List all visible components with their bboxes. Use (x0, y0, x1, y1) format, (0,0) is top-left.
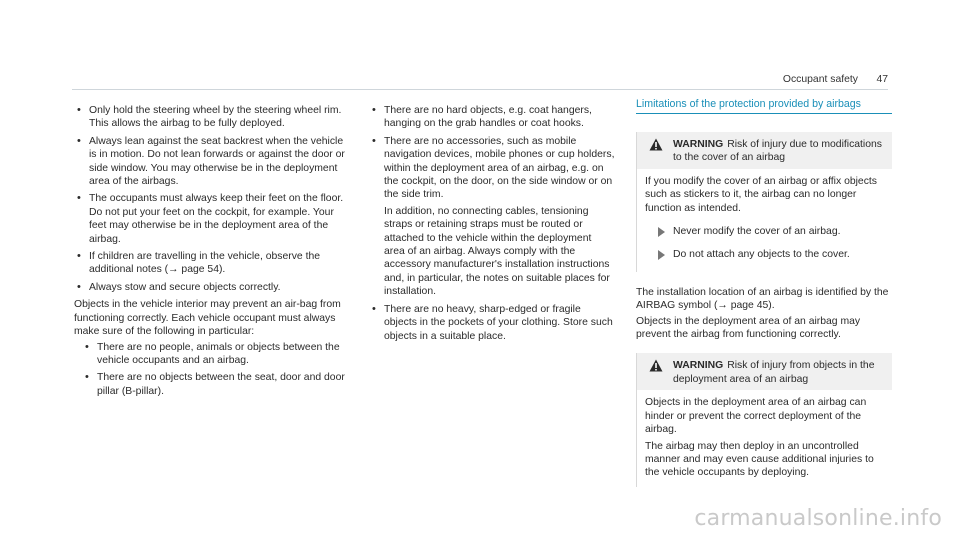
list-item: • There are no heavy, sharp-edged or fragile objects in the pockets of your clothing. Store such objects in a suitable place. (372, 302, 613, 342)
page-header (72, 69, 888, 90)
action-item: Do not attach any objects to the cover. (645, 248, 884, 261)
list-item: • The occupants must always keep their feet on the floor. Do not put your feet on the cockpit, for example. Your feet may otherwise be in the deployment area of the airbag. (77, 192, 344, 245)
page-number: 47 (876, 74, 888, 85)
warning-text: Objects in the deployment area of an airbag can hinder or prevent the correct deployment of the airbag. (645, 397, 867, 436)
arrow-icon (658, 227, 665, 237)
column-right (636, 98, 892, 497)
list-item: • Only hold the steering wheel by the steering wheel rim. This allows the airbag to be fully deployed. (77, 104, 342, 130)
header-title: Occupant safety (782, 74, 858, 85)
action-item: Never modify the cover of an airbag. (645, 225, 884, 238)
warning-body (637, 169, 892, 272)
bullet-list (369, 104, 615, 343)
paragraph: In addition, no connecting cables, tensioning straps or retaining straps must be routed or attached to the vehicle within the deployment area of an airbag. Always comply with the accessory manufacturer's installation instructions and, in particular, the notes on suitable places for installation. (384, 205, 610, 298)
warning-icon (649, 138, 663, 151)
list-item: • There are no hard objects, e.g. coat hangers, hanging on the grab handles or coat hooks. (372, 104, 592, 130)
warning-title: Risk of injury from objects in the deployment area of an airbag (673, 360, 875, 385)
warning-text: If you modify the cover of an airbag or affix objects such as stickers to it, the airbag can no longer function as intended. (645, 175, 877, 214)
warning-body (637, 390, 892, 486)
warning-header (637, 353, 892, 390)
warning-label: WARNING (673, 360, 724, 372)
column-left (74, 104, 352, 402)
warning-icon (649, 359, 663, 372)
paragraph: Objects in the vehicle interior may prevent an air-bag from functioning correctly. Each vehicle occupant must always make sure of the following in particular: (74, 299, 341, 338)
arrow-icon (658, 250, 665, 260)
list-item: • Always stow and secure objects correctly. (77, 280, 281, 293)
warning-title: Risk of injury due to modifications to the cover of an airbag (673, 139, 882, 164)
paragraph: The installation location of an airbag is identified by the AIRBAG symbol (→ page 45). (636, 286, 889, 312)
section-title: Limitations of the protection provided by airbags (636, 98, 892, 114)
paragraph: Objects in the deployment area of an airbag may prevent the airbag from functioning correctly. (636, 315, 861, 341)
list-item: • There are no people, animals or objects between the vehicle occupants and an airbag. (85, 340, 340, 366)
bullet-list (74, 104, 352, 294)
warning-label: WARNING (673, 139, 724, 150)
warning-header (637, 132, 892, 169)
watermark: carmanualsonline.info (694, 505, 942, 531)
list-item: • Always lean against the seat backrest when the vehicle is in motion. Do not lean forwards or against the door or side window. You may otherwise be in the deployment area of the airbags. (77, 134, 345, 188)
warning-box (636, 132, 892, 272)
list-item: • There are no accessories, such as mobile navigation devices, mobile phones or cup holders, within the deployment area of an airbag, e.g. on the cockpit, on the door, on the side window or on the side trim. In addition, no connecting cables, tensioning straps or retaining straps must be routed or attached to the vehicle within the deployment area of an airbag. Always comply with the accessory manufacturer's installation instructions and, in particular, the notes on suitable places for installation. (372, 134, 615, 298)
list-item: • If children are travelling in the vehicle, observe the additional notes (→ page 54). (77, 250, 321, 276)
warning-text: The airbag may then deploy in an uncontrolled manner and may even cause additional injuries to the vehicle occupants by deploying. (645, 440, 874, 479)
list-item: • There are no objects between the seat, door and door pillar (B-pillar). (85, 371, 345, 397)
column-middle (369, 104, 615, 347)
sub-bullet-list (74, 341, 352, 399)
warning-box (636, 353, 892, 486)
